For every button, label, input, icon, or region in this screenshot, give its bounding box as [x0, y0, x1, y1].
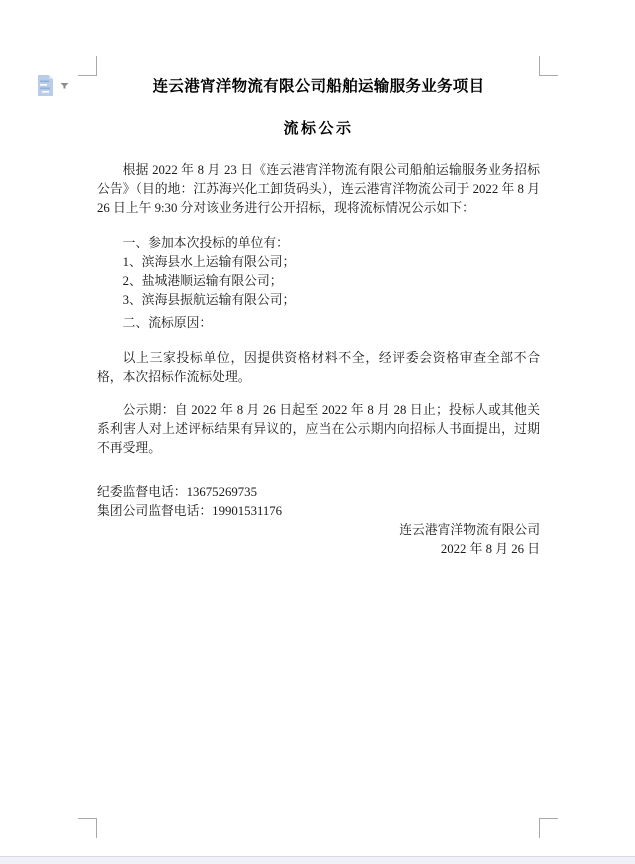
bidder-item-3: 3、滨海县振航运输有限公司； [122, 293, 296, 308]
window-bottom-edge [0, 856, 635, 864]
margin-crop-mark-bottom-right [539, 818, 558, 838]
bidder-item-1: 1、滨海县水上运输有限公司； [122, 254, 296, 269]
intro-paragraph: 根据 2022 年 8 月 23 日《连云港宵洋物流有限公司船舶运输服务业务招标公告》（目的地：江苏海兴化工卸货码头），连云港宵洋物流公司于 2022 年 8 月 26 日上午 9:30 分对该业务进行公开招标，现将流标情况公示如下： [97, 163, 540, 216]
document-body [97, 76, 540, 559]
document-subtitle: 流标公示 [283, 121, 354, 137]
document-title: 连云港宵洋物流有限公司船舶运输服务业务项目 [152, 78, 485, 95]
dropdown-arrow-icon[interactable] [60, 83, 69, 89]
publicity-period-paragraph: 公示期：自 2022 年 8 月 26 日起至 2022 年 8 月 28 日止；投标人或其他关系利害人对上述评标结果有异议的，应当在公示期内向招标人书面提出，过期不再受理。 [97, 403, 540, 456]
group-phone-line: 集团公司监督电话：19901531176 [97, 503, 283, 518]
margin-crop-mark-bottom-left [78, 818, 97, 838]
margin-crop-mark-top-right [539, 56, 558, 76]
section-2-heading: 二、流标原因： [122, 316, 213, 331]
discipline-phone-line: 纪委监督电话：13675269735 [97, 484, 257, 499]
floating-doc-widget[interactable] [37, 75, 69, 96]
signature-date: 2022 年 8 月 26 日 [440, 542, 540, 557]
signature-company: 连云港宵洋物流有限公司 [399, 523, 540, 538]
bidder-item-2: 2、盐城港顺运输有限公司； [122, 274, 283, 289]
reason-paragraph: 以上三家投标单位，因提供资格材料不全，经评委会资格审查全部不合格，本次招标作流标处理。 [97, 350, 540, 384]
document-icon[interactable] [37, 75, 54, 96]
margin-crop-mark-top-left [78, 56, 97, 76]
section-1-heading: 一、参加本次投标的单位有： [122, 235, 289, 250]
